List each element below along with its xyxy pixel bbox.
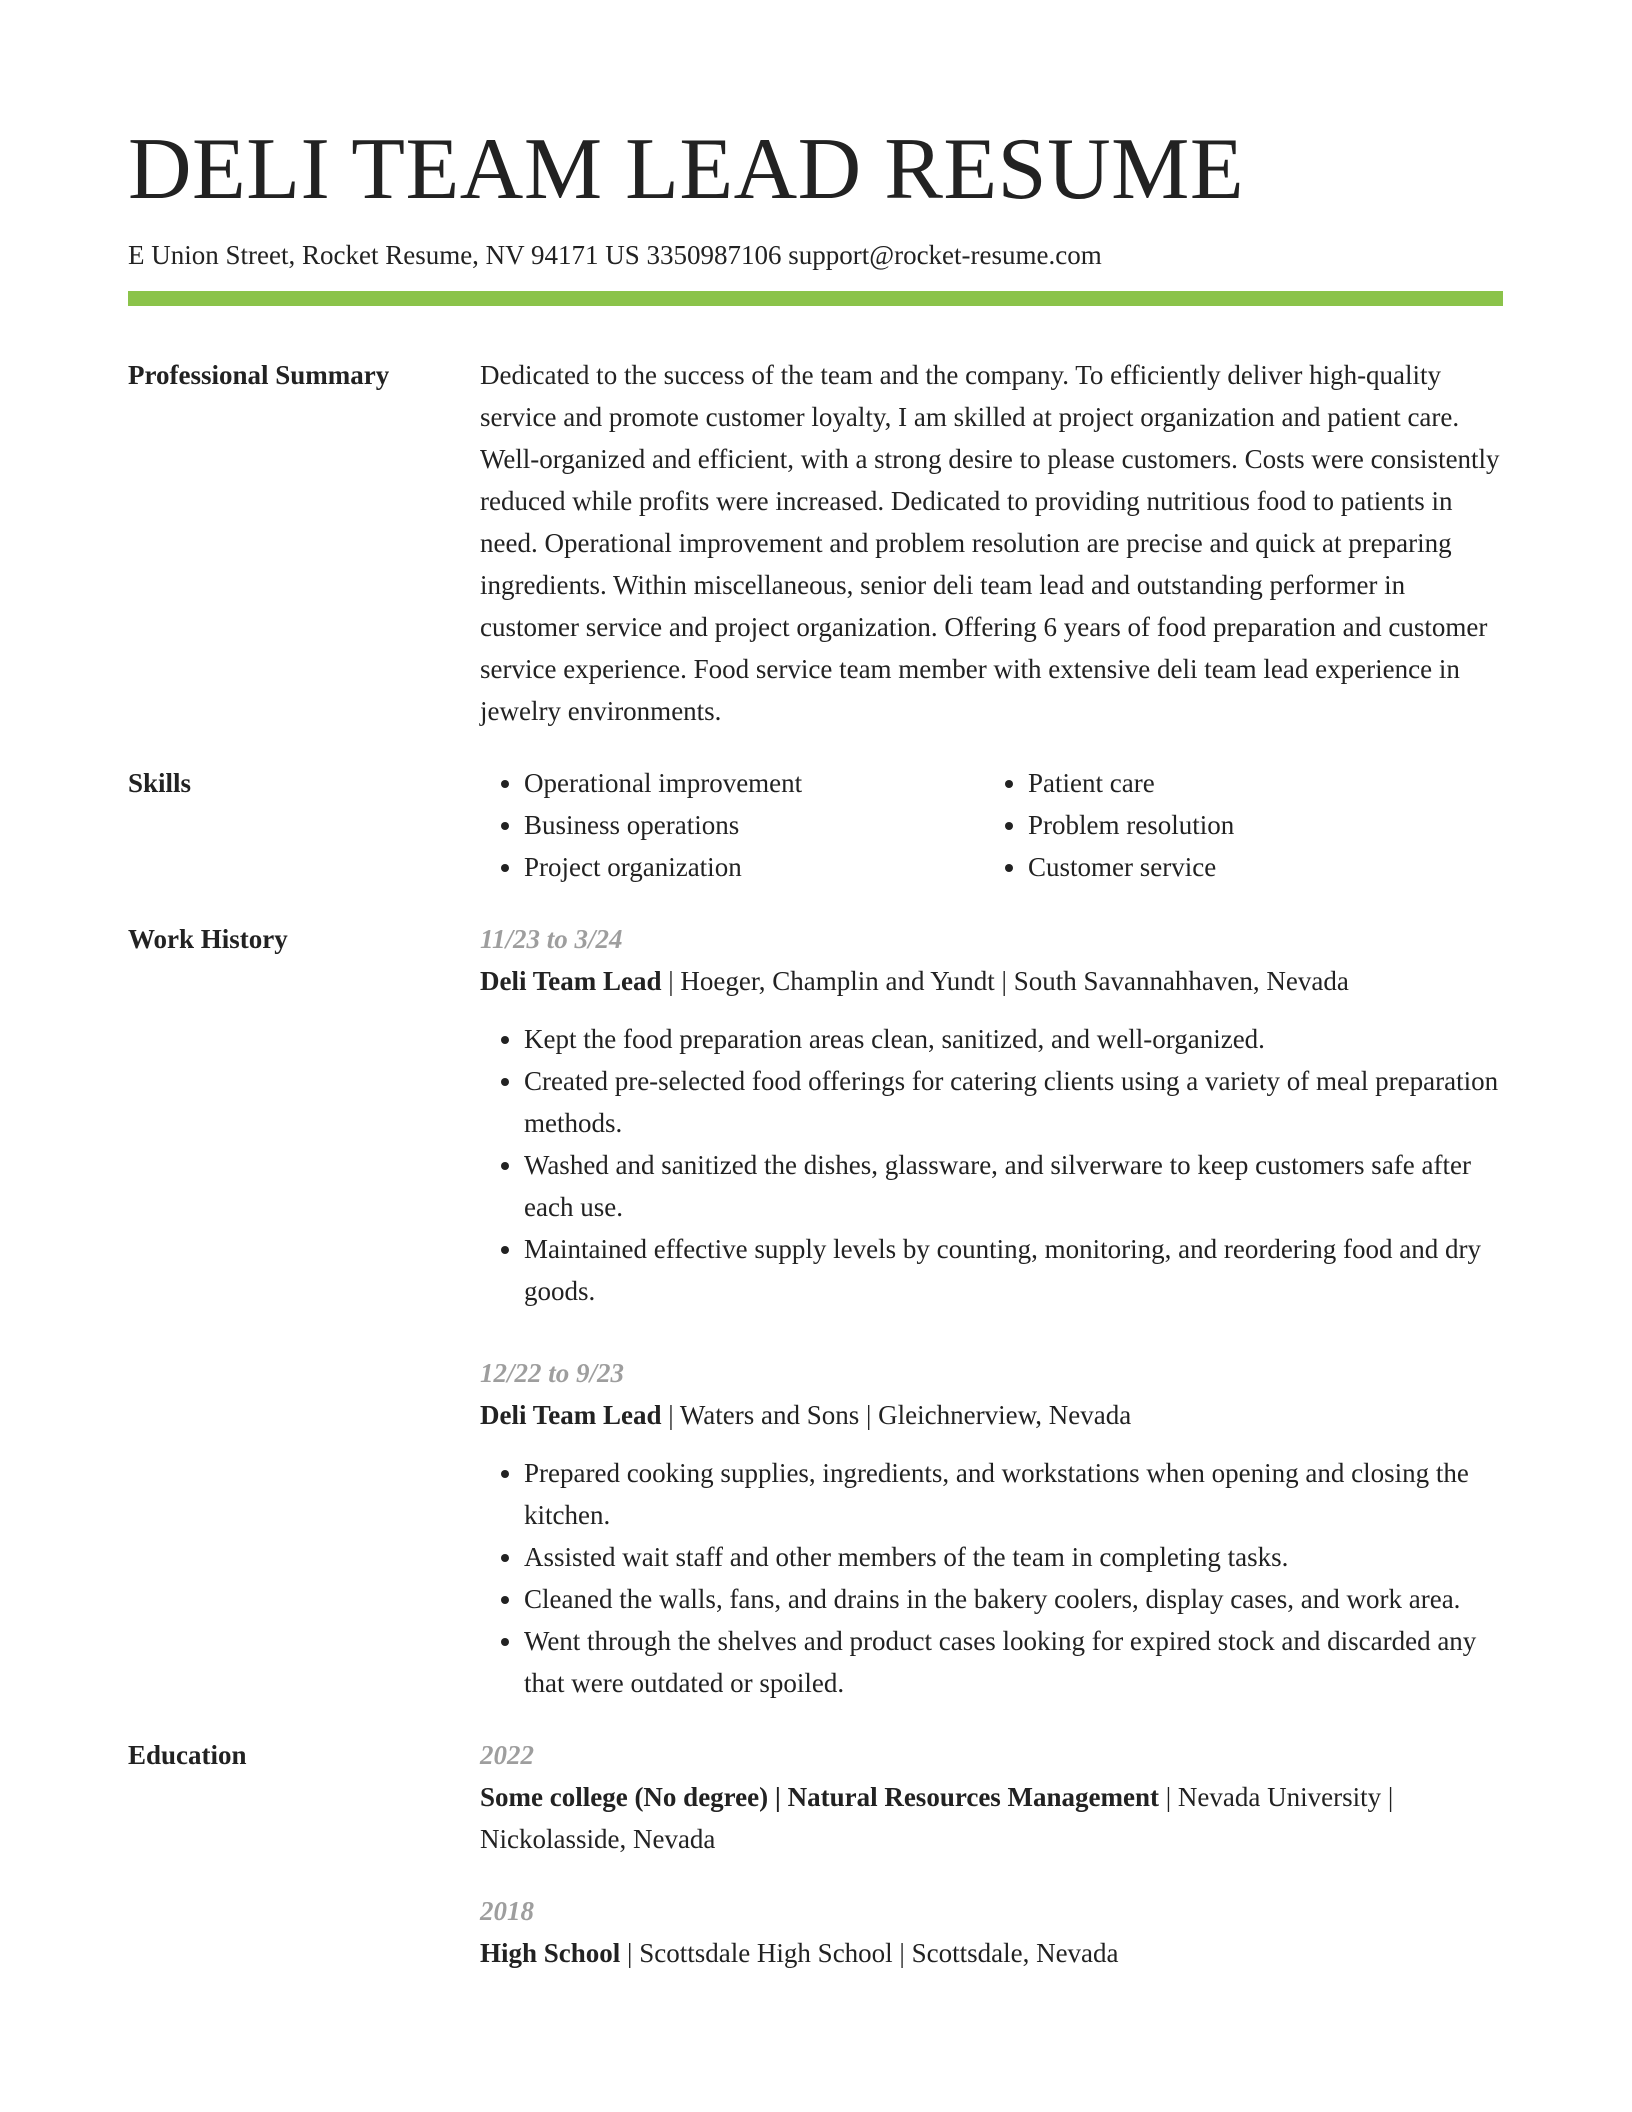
job-bullet: • Went through the shelves and product cases looking for expired stock and discarded any that were outdated or spoiled.: [524, 1620, 1503, 1704]
section-label-summary: Professional Summary: [128, 360, 390, 390]
education-title: High School: [480, 1938, 621, 1968]
skill-item: • Project organization: [524, 846, 984, 888]
job-details: | Hoeger, Champlin and Yundt | South Savannahhaven, Nevada: [661, 966, 1349, 996]
contact-info: E Union Street, Rocket Resume, NV 94171 US 3350987106 support@rocket-resume.com: [128, 240, 1102, 270]
section-label-education: Education: [128, 1740, 247, 1770]
education-date: 2022: [480, 1740, 534, 1770]
education-entry: [480, 1734, 1503, 1860]
skill-item: • Customer service: [1028, 846, 1488, 888]
job-date: 12/22 to 9/23: [480, 1358, 625, 1388]
resume-title: DELI TEAM LEAD RESUME: [128, 121, 1245, 218]
skills-list-right: [984, 762, 1488, 888]
skills-section: [128, 762, 1503, 888]
job-title: Deli Team Lead: [480, 1400, 662, 1430]
job-title-line: [480, 960, 1503, 1002]
job-bullet: • Cleaned the walls, fans, and drains in the bakery coolers, display cases, and work area.: [524, 1578, 1503, 1620]
skill-item: • Patient care: [1028, 762, 1488, 804]
education-date: 2018: [480, 1896, 534, 1926]
education-entry: [480, 1890, 1503, 1974]
job-bullets: [480, 1018, 1503, 1312]
job-bullet: • Assisted wait staff and other members of the team in completing tasks.: [524, 1536, 1503, 1578]
summary-section: [128, 354, 1503, 732]
job-bullets: [480, 1452, 1503, 1704]
section-label-skills: Skills: [128, 768, 192, 798]
work-history-section: [128, 918, 1503, 1704]
accent-divider: [128, 291, 1503, 306]
job-entry: [480, 1352, 1503, 1704]
job-title: Deli Team Lead: [480, 966, 662, 996]
job-details: | Waters and Sons | Gleichnerview, Nevada: [661, 1400, 1132, 1430]
summary-text: Dedicated to the success of the team and the company. To efficiently deliver high-quality service and promote customer loyalty, I am skilled at project organization and patient care. Well-organized and efficient, with a strong desire to please customers. Costs were consistently reduced while profits were increased. Dedicated to providing nutritious food to patients in need. Operational improvement and problem resolution are precise and quick at preparing ingredients. Within miscellaneous, senior deli team lead and outstanding performer in customer service and project organization. Offering 6 years of food preparation and customer service experience. Food service team member with extensive deli team lead experience in jewelry environments.: [480, 360, 1500, 726]
job-title-line: [480, 1394, 1503, 1436]
job-date: 11/23 to 3/24: [480, 924, 623, 954]
job-bullet: • Kept the food preparation areas clean, sanitized, and well-organized.: [524, 1018, 1503, 1060]
skill-item: • Business operations: [524, 804, 984, 846]
skills-list-left: [480, 762, 984, 888]
job-bullet: • Created pre-selected food offerings for catering clients using a variety of meal preparation methods.: [524, 1060, 1503, 1144]
education-title: Some college (No degree) | Natural Resources Management: [480, 1782, 1160, 1812]
education-section: [128, 1734, 1503, 1974]
education-title-line: [480, 1776, 1503, 1860]
education-title-line: [480, 1932, 1503, 1974]
skill-item: • Operational improvement: [524, 762, 984, 804]
education-details: | Nevada University | Nickolasside, Nevada: [480, 1782, 1394, 1854]
job-bullet: • Washed and sanitized the dishes, glassware, and silverware to keep customers safe after each use.: [524, 1144, 1503, 1228]
job-bullet: • Maintained effective supply levels by counting, monitoring, and reordering food and dry goods.: [524, 1228, 1503, 1312]
section-label-work: Work History: [128, 924, 288, 954]
education-details: | Scottsdale High School | Scottsdale, Nevada: [620, 1938, 1119, 1968]
job-bullet: • Prepared cooking supplies, ingredients, and workstations when opening and closing the kitchen.: [524, 1452, 1503, 1536]
job-entry: [480, 918, 1503, 1312]
skill-item: • Problem resolution: [1028, 804, 1488, 846]
